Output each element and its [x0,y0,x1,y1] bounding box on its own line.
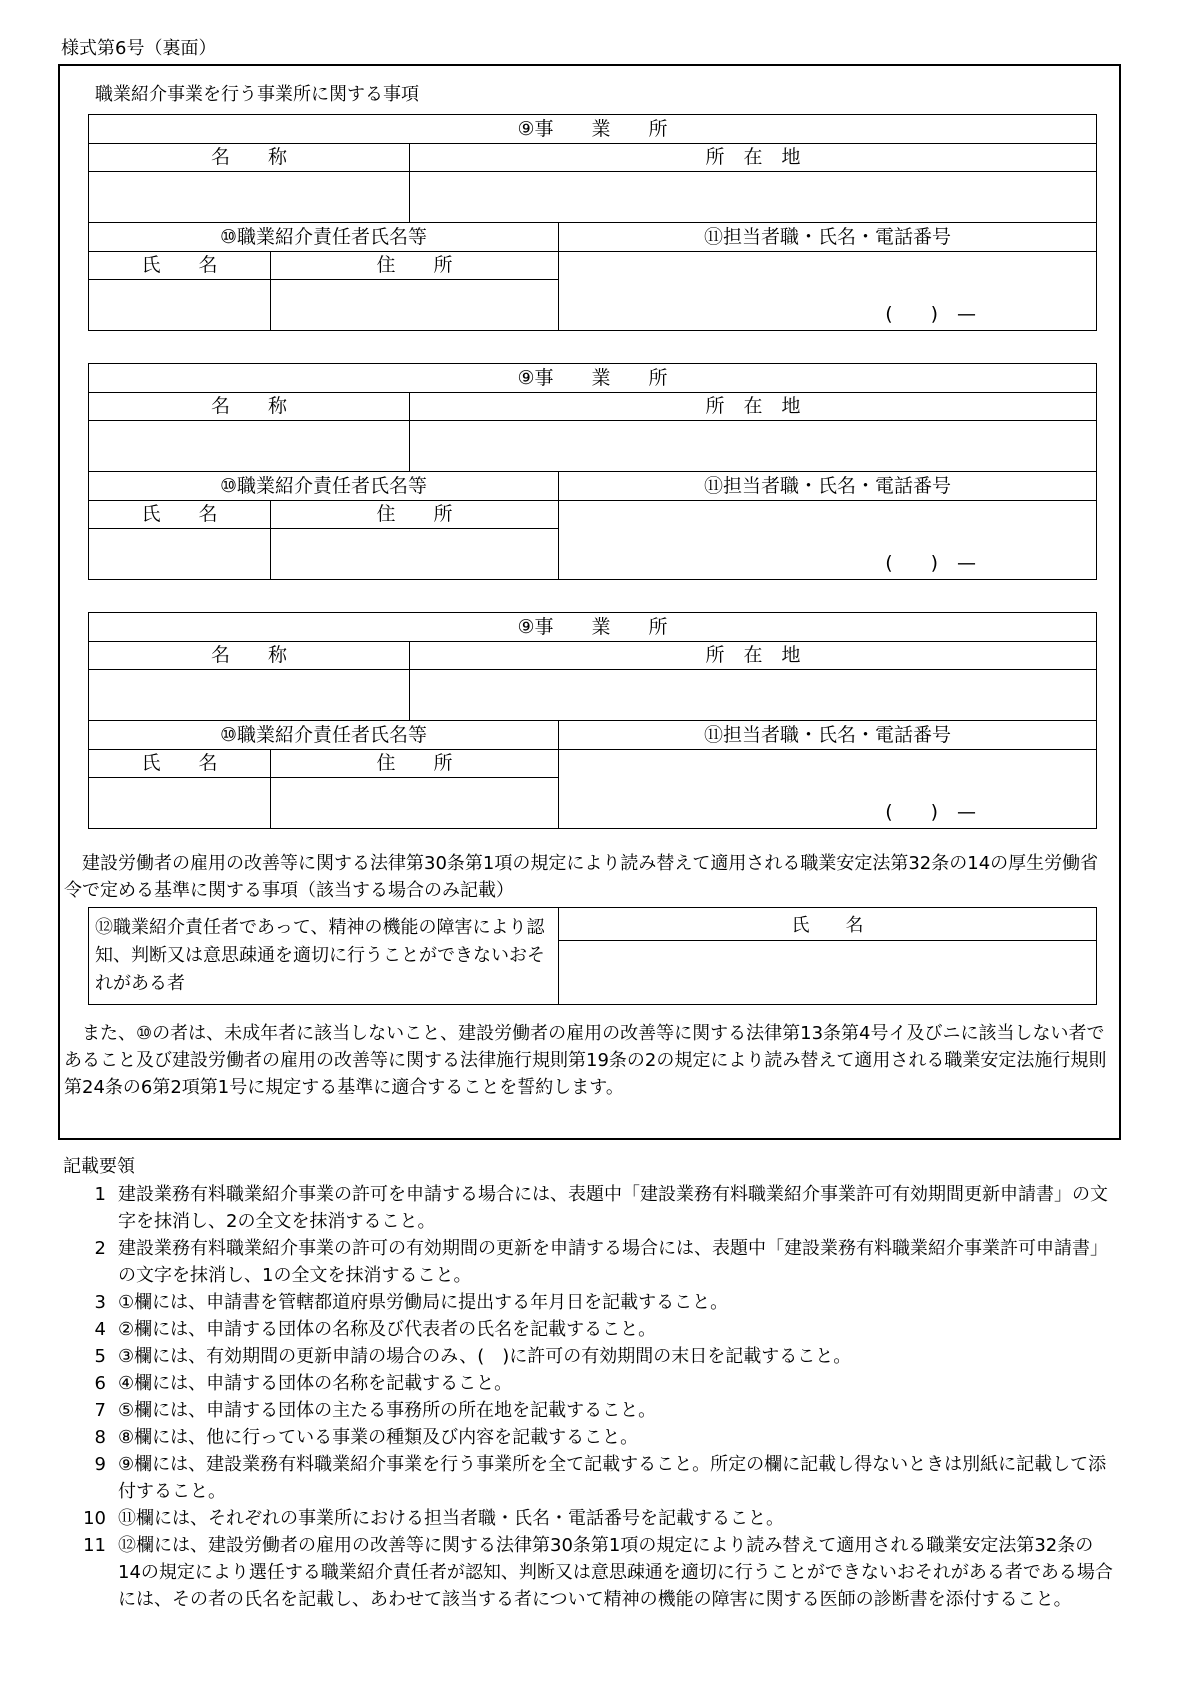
note-text: ④欄には、申請する団体の名称を記載すること。 [118,1373,513,1394]
name-label: 名 称 [89,393,410,421]
tel-format: ( ) — [885,303,977,325]
note-text: ⑧欄には、他に行っている事業の種類及び内容を記載すること。 [118,1427,639,1448]
contact-header: ⑪担当者職・氏名・電話番号 [559,721,1097,750]
note-number: 1 [94,1184,106,1205]
office-header: ⑨事 業 所 [89,364,1097,393]
note-text: 建設業務有料職業紹介事業の許可を申請する場合には、表題中「建設業務有料職業紹介事業許可有効期間更新申請書」の文字を抹消し、2の全文を抹消すること。 [118,1184,1108,1232]
note-item [63,1451,1113,1505]
note-item [63,1532,1113,1613]
section-title: 職業紹介事業を行う事業所に関する事項 [95,84,419,105]
note-item [63,1316,1113,1343]
form-number: 様式第6号（裏面） [61,38,217,59]
q12-table [88,907,1097,1005]
office-table-3 [88,612,1097,829]
note-number: 9 [94,1454,106,1475]
office-header: ⑨事 業 所 [89,613,1097,642]
office-table-1 [88,114,1097,331]
manager-address-field[interactable] [271,280,559,331]
office-name-field[interactable] [89,172,410,223]
office-location-field[interactable] [410,670,1097,721]
office-location-field[interactable] [410,172,1097,223]
note-number: 7 [94,1400,106,1421]
manager-header: ⑩職業紹介責任者氏名等 [89,721,559,750]
person-name-label: 氏 名 [89,750,271,778]
note-item [63,1370,1113,1397]
person-name-label: 氏 名 [89,501,271,529]
name-label: 名 称 [89,144,410,172]
q12-name-field[interactable] [559,940,1097,1004]
instructions [63,1153,1113,1613]
location-label: 所 在 地 [410,144,1097,172]
tel-format: ( ) — [885,552,977,574]
office-location-field[interactable] [410,421,1097,472]
note-item [63,1343,1113,1370]
contact-field[interactable] [559,750,1097,829]
manager-header: ⑩職業紹介責任者氏名等 [89,472,559,501]
note-number: 11 [83,1535,106,1556]
note-number: 4 [94,1319,106,1340]
note-text: ⑫欄には、建設労働者の雇用の改善等に関する法律第30条第1項の規定により読み替えて適用される職業安定法第32条の14の規定により選任する職業紹介責任者が認知、判断又は意思疎通を適切に行うことができないおそれがある者である場合には、その者の氏名を記載し、あわせて該当する者について精神の機能の障害に関する医師の診断書を添付すること。 [118,1535,1113,1610]
manager-name-field[interactable] [89,280,271,331]
note-item [63,1424,1113,1451]
note-item [63,1505,1113,1532]
special-criteria-paragraph: 建設労働者の雇用の改善等に関する法律第30条第1項の規定により読み替えて適用される職業安定法第32条の14の厚生労働省令で定める基準に関する事項（該当する場合のみ記載） [64,853,1099,901]
note-number: 3 [94,1292,106,1313]
address-label: 住 所 [271,501,559,529]
office-table-2 [88,363,1097,580]
address-label: 住 所 [271,750,559,778]
note-text: ⑪欄には、それぞれの事業所における担当者職・氏名・電話番号を記載すること。 [118,1508,784,1529]
note-item [63,1289,1113,1316]
note-item [63,1397,1113,1424]
note-text: ⑤欄には、申請する団体の主たる事務所の所在地を記載すること。 [118,1400,657,1421]
location-label: 所 在 地 [410,642,1097,670]
manager-header: ⑩職業紹介責任者氏名等 [89,223,559,252]
name-label: 名 称 [89,642,410,670]
office-name-field[interactable] [89,421,410,472]
note-number: 5 [94,1346,106,1367]
note-text: ⑨欄には、建設業務有料職業紹介事業を行う事業所を全て記載すること。所定の欄に記載し得ないときは別紙に記載して添付すること。 [118,1454,1107,1502]
contact-header: ⑪担当者職・氏名・電話番号 [559,472,1097,501]
note-text: ①欄には、申請書を管轄都道府県労働局に提出する年月日を記載すること。 [118,1292,729,1313]
note-number: 6 [94,1373,106,1394]
contact-header: ⑪担当者職・氏名・電話番号 [559,223,1097,252]
office-header: ⑨事 業 所 [89,115,1097,144]
q12-name-header: 氏 名 [559,908,1097,941]
note-number: 10 [83,1508,106,1529]
contact-field[interactable] [559,501,1097,580]
location-label: 所 在 地 [410,393,1097,421]
manager-name-field[interactable] [89,529,271,580]
note-text: ③欄には、有効期間の更新申請の場合のみ、( )に許可の有効期間の末日を記載すること。 [118,1346,852,1367]
notes-title: 記載要領 [63,1156,135,1177]
note-item [63,1235,1113,1289]
person-name-label: 氏 名 [89,252,271,280]
manager-name-field[interactable] [89,778,271,829]
pledge-paragraph: また、⑩の者は、未成年者に該当しないこと、建設労働者の雇用の改善等に関する法律第13条第4号イ及びニに該当しない者であること及び建設労働者の雇用の改善等に関する法律施行規則第19条の2の規定により読み替えて適用される職業安定法施行規則第24条の6第2項第1号に規定する基準に適合することを誓約します。 [64,1023,1107,1098]
manager-address-field[interactable] [271,778,559,829]
note-text: 建設業務有料職業紹介事業の許可の有効期間の更新を申請する場合には、表題中「建設業務有料職業紹介事業許可申請書」の文字を抹消し、1の全文を抹消すること。 [118,1238,1108,1286]
note-text: ②欄には、申請する団体の名称及び代表者の氏名を記載すること。 [118,1319,657,1340]
note-number: 2 [94,1238,106,1259]
address-label: 住 所 [271,252,559,280]
contact-field[interactable] [559,252,1097,331]
tel-format: ( ) — [885,801,977,823]
note-item [63,1181,1113,1235]
office-name-field[interactable] [89,670,410,721]
note-number: 8 [94,1427,106,1448]
q12-label: ⑫職業紹介責任者であって、精神の機能の障害により認知、判断又は意思疎通を適切に行うことができないおそれがある者 [89,908,559,1005]
manager-address-field[interactable] [271,529,559,580]
